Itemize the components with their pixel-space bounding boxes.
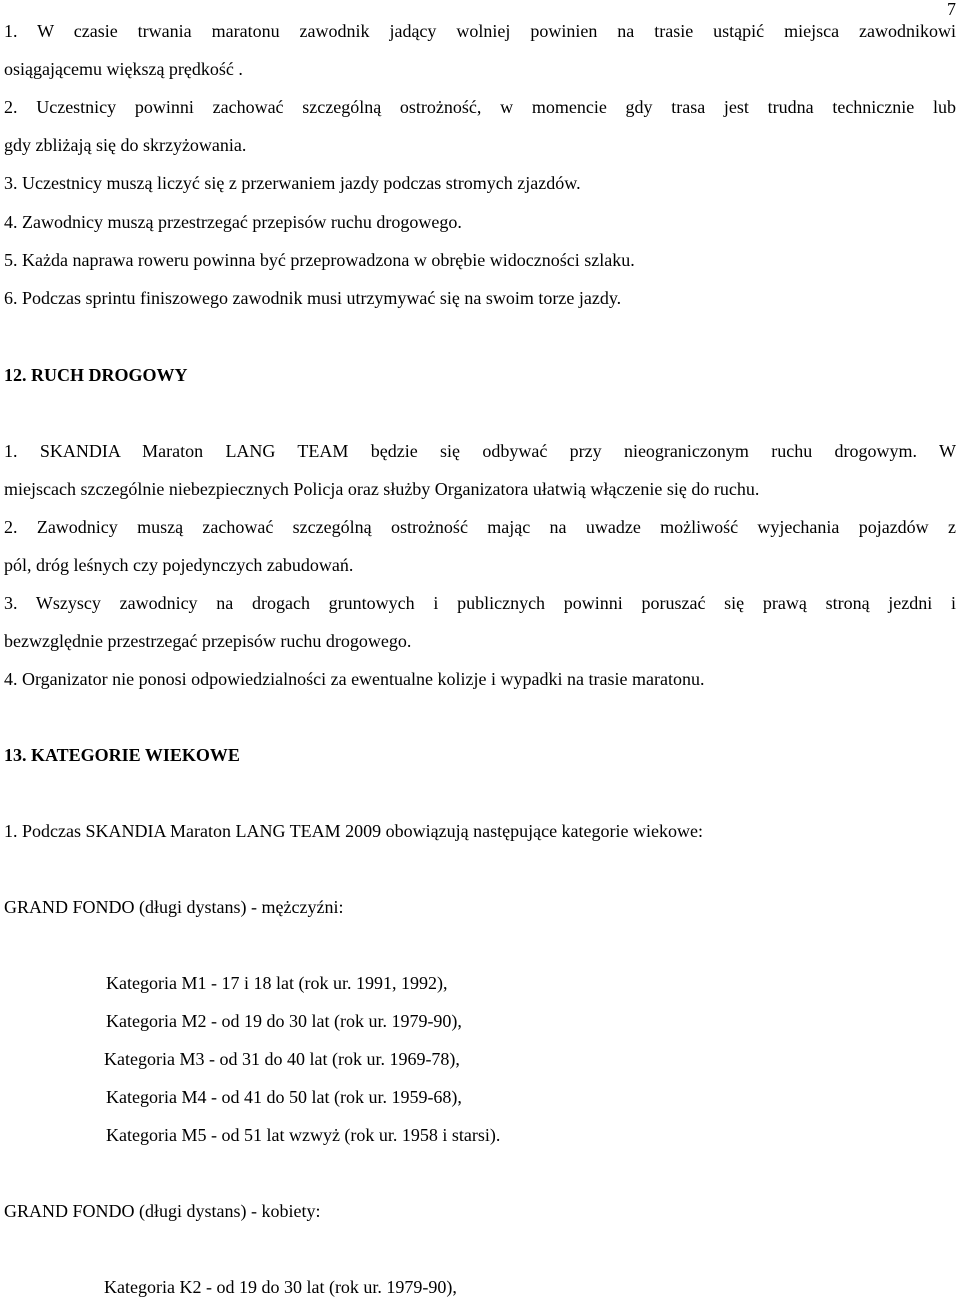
rule-11-1-line-2: osiągającemu większą prędkość . bbox=[4, 59, 243, 79]
rule-11-5: 5. Każda naprawa roweru powinna być przeprowadzona w obrębie widoczności szlaku. bbox=[4, 250, 635, 270]
category-m3: Kategoria M3 - od 31 do 40 lat (rok ur. 1969-78), bbox=[104, 1049, 460, 1069]
rule-12-1-line-2: miejscach szczególnie niebezpiecznych Policja oraz służby Organizatora ułatwią włączenie się do ruchu. bbox=[4, 479, 760, 499]
section-13-heading: 13. KATEGORIE WIEKOWE bbox=[4, 745, 240, 765]
category-m1: Kategoria M1 - 17 i 18 lat (rok ur. 1991, 1992), bbox=[106, 973, 448, 993]
rule-11-4: 4. Zawodnicy muszą przestrzegać przepisów ruchu drogowego. bbox=[4, 212, 462, 232]
rule-11-3: 3. Uczestnicy muszą liczyć się z przerwaniem jazdy podczas stromych zjazdów. bbox=[4, 173, 581, 193]
women-category-heading: GRAND FONDO (długi dystans) - kobiety: bbox=[4, 1201, 321, 1221]
rule-12-2-line-1: 2. Zawodnicy muszą zachować szczególną ostrożność mając na uwadze możliwość wyjechania pojazdów z bbox=[4, 517, 956, 537]
rule-12-2-line-2: pól, dróg leśnych czy pojedynczych zabudowań. bbox=[4, 555, 354, 575]
category-m5: Kategoria M5 - od 51 lat wzwyż (rok ur. 1958 i starsi). bbox=[106, 1125, 501, 1145]
section-12-heading: 12. RUCH DROGOWY bbox=[4, 365, 188, 385]
men-category-heading: GRAND FONDO (długi dystans) - mężczyźni: bbox=[4, 897, 344, 917]
rule-12-3-line-1: 3. Wszyscy zawodnicy na drogach gruntowych i publicznych powinni poruszać się prawą stroną jezdni i bbox=[4, 593, 956, 613]
category-m2: Kategoria M2 - od 19 do 30 lat (rok ur. 1979-90), bbox=[106, 1011, 462, 1031]
rule-12-4: 4. Organizator nie ponosi odpowiedzialności za ewentualne kolizje i wypadki na trasie maratonu. bbox=[4, 669, 705, 689]
page-number: 7 bbox=[947, 0, 956, 19]
section-13-intro: 1. Podczas SKANDIA Maraton LANG TEAM 2009 obowiązują następujące kategorie wiekowe: bbox=[4, 821, 703, 841]
category-k2: Kategoria K2 - od 19 do 30 lat (rok ur. 1979-90), bbox=[104, 1277, 457, 1297]
rule-11-2-line-2: gdy zbliżają się do skrzyżowania. bbox=[4, 135, 247, 155]
rule-11-1-line-1: 1. W czasie trwania maratonu zawodnik jadący wolniej powinien na trasie ustąpić miejsca zawodnikowi bbox=[4, 21, 956, 41]
rule-11-2-line-1: 2. Uczestnicy powinni zachować szczególną ostrożność, w momencie gdy trasa jest trudna technicznie lub bbox=[4, 97, 956, 117]
rule-12-1-line-1: 1. SKANDIA Maraton LANG TEAM będzie się odbywać przy nieograniczonym ruchu drogowym. W bbox=[4, 441, 956, 461]
rule-12-3-line-2: bezwzględnie przestrzegać przepisów ruchu drogowego. bbox=[4, 631, 412, 651]
category-m4: Kategoria M4 - od 41 do 50 lat (rok ur. 1959-68), bbox=[106, 1087, 462, 1107]
rule-11-6: 6. Podczas sprintu finiszowego zawodnik musi utrzymywać się na swoim torze jazdy. bbox=[4, 288, 622, 308]
